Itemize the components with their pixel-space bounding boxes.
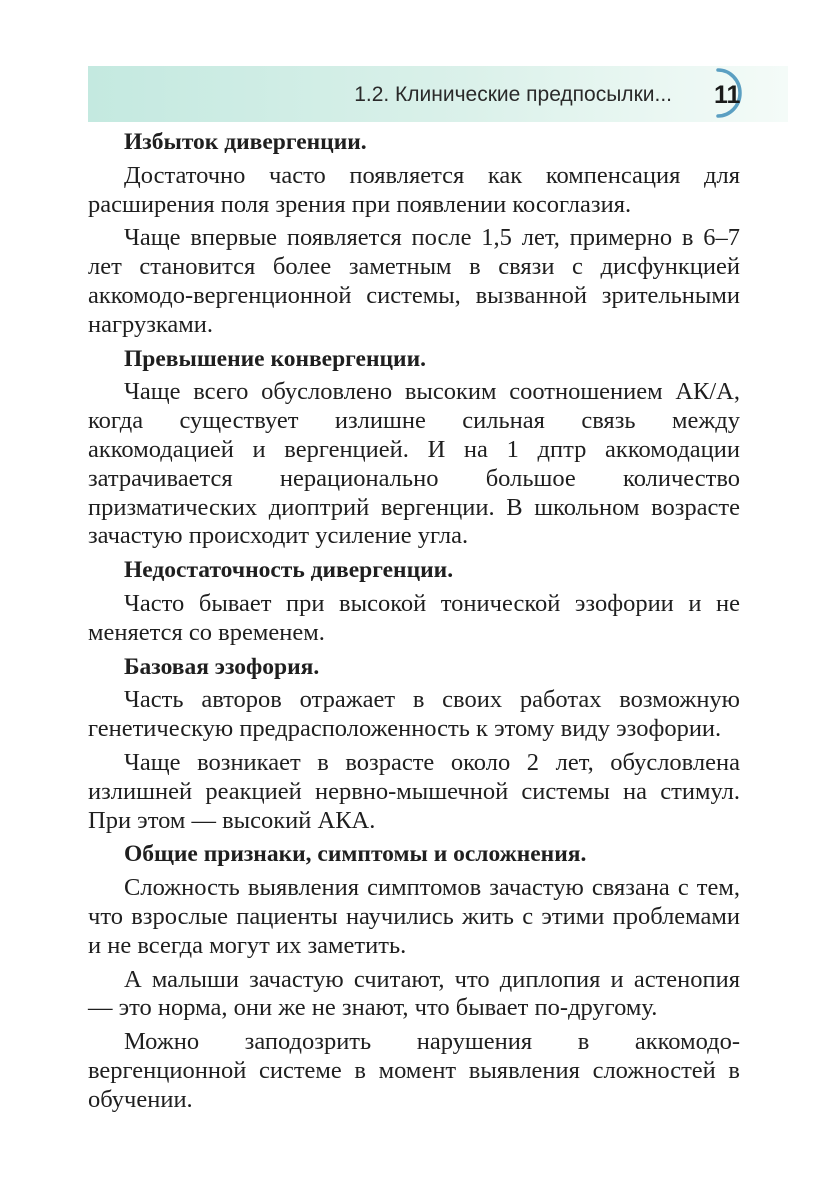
paragraph: Сложность выявления симптомов зачастую связана с тем, что взрослые пациенты научились жить с этими проблемами и не всегда могут их заметить. [88, 874, 740, 959]
running-head: 1.2. Клинические предпосылки... [354, 83, 672, 106]
section-heading: Базовая эзофория. [124, 653, 320, 680]
paragraph: Чаще всего обусловлено высоким соотношением АК/А, когда существует излишне сильная связь между аккомодацией и вергенцией. И на 1 дптр аккомодации затрачивается нерационально большое количество призматических диоптрий вергенции. В школьном возрасте зачастую происходит усиление угла. [88, 378, 740, 550]
paragraph: Чаще впервые появляется после 1,5 лет, примерно в 6–7 лет становится более заметным в связи с дисфункцией аккомодо-вергенционной системы, вызванной зрительными нагрузками. [88, 224, 740, 338]
paragraph: А малыши зачастую считают, что диплопия и астенопия — это норма, они же не знают, что бывает по-другому. [88, 965, 740, 1022]
paragraph: Можно заподозрить нарушения в аккомодо-вергенционной системе в момент выявления сложностей в обучении. [88, 1028, 740, 1113]
section-heading: Общие признаки, симптомы и осложнения. [124, 841, 587, 868]
paragraph: Чаще возникает в возрасте около 2 лет, обусловлена излишней реакцией нервно-мышечной системы на стимул. При этом — высокий АКА. [88, 748, 740, 834]
section-heading: Избыток дивергенции. [124, 129, 367, 155]
paragraph: Часто бывает при высокой тонической эзофории и не меняется со временем. [88, 589, 740, 646]
paragraph: Часть авторов отражает в своих работах возможную генетическую предрасположенность к этому виду эзофории. [88, 686, 740, 743]
section-heading: Превышение конвергенции. [124, 345, 427, 372]
page-body [88, 128, 740, 1115]
section-heading: Недостаточность дивергенции. [124, 557, 454, 584]
paragraph: Достаточно часто появляется как компенсация для расширения поля зрения при появлении косоглазия. [88, 161, 740, 218]
page-number: 11 [714, 81, 741, 109]
